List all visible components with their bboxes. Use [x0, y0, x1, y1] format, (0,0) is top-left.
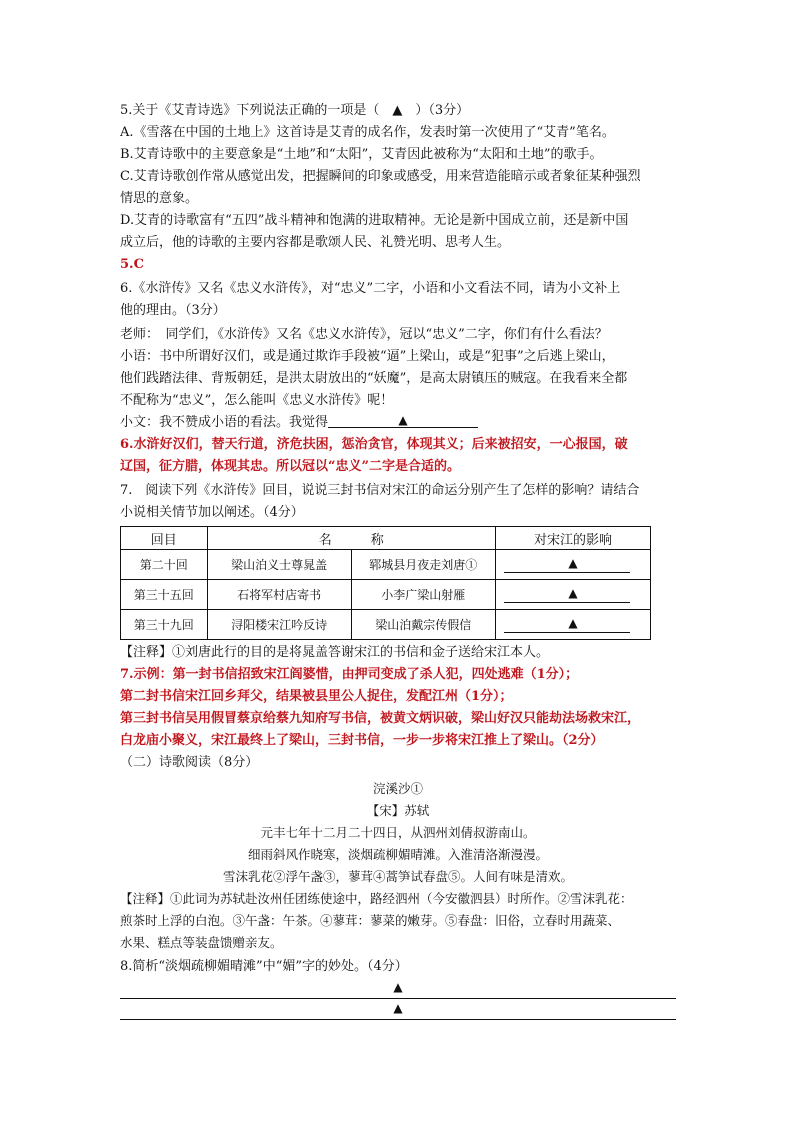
- q6-stem-line1: 6.《水浒传》又名《忠义水浒传》，对“忠义”二字，小语和小文看法不同，请为小文补上: [120, 281, 621, 296]
- poem-author: 【宋】苏轼: [366, 803, 430, 818]
- q5-option-c-line2: 情思的意象。: [120, 191, 199, 206]
- q5-option-c-line1: C.艾青诗歌创作常从感觉出发，把握瞬间的印象或感受，用来营造能暗示或者象征某种强烈: [120, 169, 641, 184]
- q7-table: [120, 526, 651, 640]
- q8-answer-line1[interactable]: [120, 978, 676, 999]
- q6-answer-blank[interactable]: [328, 413, 478, 428]
- q5-option-a: A.《雪落在中国的土地上》这首诗是艾青的成名作，发表时第一次使用了“艾青”笔名。: [120, 125, 615, 140]
- q7-header-influence: 对宋江的影响: [495, 527, 650, 550]
- q7-note: 【注释】①刘唐此行的目的是将晁盖答谢宋江的书信和金子送给宋江本人。: [120, 645, 550, 660]
- q7-row1-mark: ▲: [568, 556, 578, 570]
- q6-xiaoyu-line1: 小语：书中所谓好汉们，或是通过欺诈手段被“逼”上梁山，或是“犯事”之后逃上梁山，: [120, 349, 615, 364]
- q7-row1-chapter: 第二十回: [121, 550, 208, 580]
- q7-answer-line2: 第二封书信宋江回乡拜父，结果被县里公人捉住，发配江州（1分）；: [120, 689, 513, 704]
- q7-header-chapter: 回目: [121, 527, 208, 550]
- q5-stem: 5.关于《艾青诗选》下列说法正确的一项是（ ▲ ）（3分）: [120, 103, 470, 118]
- q8-answer-line2[interactable]: [120, 999, 676, 1020]
- q7-row2-chapter: 第三十五回: [121, 580, 208, 610]
- q6-xiaoyu-line2: 他们践踏法律、背叛朝廷，是洪太尉放出的“妖魔”，是高太尉镇压的贼寇。在我看来全都: [120, 371, 628, 386]
- q7-row3-answer-blank[interactable]: [495, 610, 650, 640]
- q5-answer: 5.C: [120, 257, 144, 272]
- q7-row1-title2: 郓城县月夜走刘唐①: [351, 550, 495, 580]
- exam-page: [120, 100, 676, 1020]
- q8-stem: 8.简析“淡烟疏柳媚晴滩”中“媚”字的妙处。（4分）: [120, 959, 408, 974]
- q7-row2-mark: ▲: [568, 586, 578, 600]
- q8-mark2: ▲: [393, 1001, 403, 1015]
- q7-row1-answer-blank[interactable]: [495, 550, 650, 580]
- q7-row2-title2: 小李广梁山射雁: [351, 580, 495, 610]
- poetry-section-heading: （二）诗歌阅读（8分）: [120, 755, 259, 770]
- q7-header-name: 名 称: [207, 527, 495, 550]
- q5-option-d-line2: 成立后，他的诗歌的主要内容都是歌颂人民、礼赞光明、思考人生。: [120, 235, 511, 250]
- q7-answer-line4: 白龙庙小聚义，宋江最终上了梁山，三封书信，一步一步将宋江推上了梁山。（2分）: [120, 733, 604, 748]
- poem-line3: 雪沫乳花②浮午盏③，蓼茸④蒿笋试春盘⑤。人间有味是清欢。: [222, 869, 573, 884]
- q7-answer-line3: 第三封书信吴用假冒蔡京给蔡九知府写书信，被黄文炳识破，梁山好汉只能劫法场救宋江，: [120, 711, 641, 726]
- q7-row2-title1: 石将军村店寄书: [207, 580, 351, 610]
- q7-row1-title1: 梁山泊义士尊晁盖: [207, 550, 351, 580]
- poem-line2: 细雨斜风作晓寒，淡烟疏柳媚晴滩。入淮清洛渐漫漫。: [247, 847, 548, 862]
- q6-answer-line1: 6.水浒好汉们，替天行道，济危扶困，惩治贪官，体现其义；后来被招安，一心报国，破: [120, 437, 628, 452]
- q8-mark1: ▲: [393, 980, 403, 994]
- poem-note-line3: 水果、糕点等装盘馈赠亲友。: [120, 935, 283, 950]
- table-row: [121, 610, 651, 640]
- q7-answer-line1: 7.示例：第一封书信招致宋江阎婆惜，由押司变成了杀人犯，四处逃难（1分）；: [120, 667, 579, 682]
- q7-row3-chapter: 第三十九回: [121, 610, 208, 640]
- q7-stem-line1: 7. 阅读下列《水浒传》回目，说说三封书信对宋江的命运分别产生了怎样的影响？请结合: [120, 483, 640, 498]
- q6-xiaoyu-line3: 不配称为“忠义”，怎么能叫《忠义水浒传》呢！: [120, 393, 394, 408]
- q5-option-b: B.艾青诗歌中的主要意象是“土地”和“太阳”，艾青因此被称为“太阳和土地”的歌手。: [120, 147, 603, 162]
- q6-answer-line2: 辽国，征方腊，体现其忠。所以冠以“忠义”二字是合适的。: [120, 459, 460, 474]
- poem-line1: 元丰七年十二月二十四日，从泗州刘倩叔游南山。: [260, 825, 536, 840]
- table-row: [121, 580, 651, 610]
- q6-blank-mark: ▲: [398, 413, 408, 427]
- poem-title: 浣溪沙①: [372, 781, 423, 796]
- q6-xiaowen: [120, 412, 676, 434]
- q6-stem-line2: 他的理由。（3分）: [120, 303, 226, 318]
- q7-row3-title2: 梁山泊戴宗传假信: [351, 610, 495, 640]
- q7-row3-title1: 浔阳楼宋江吟反诗: [207, 610, 351, 640]
- q7-row2-answer-blank[interactable]: [495, 580, 650, 610]
- table-row: [121, 550, 651, 580]
- q7-row3-mark: ▲: [568, 616, 578, 630]
- q5-option-d-line1: D.艾青的诗歌富有“五四”战斗精神和饱满的进取精神。无论是新中国成立前，还是新中国: [120, 213, 629, 228]
- q7-stem-line2: 小说相关情节加以阐述。（4分）: [120, 505, 304, 520]
- poem-note-line1: 【注释】①此词为苏轼赴汝州任团练使途中，路经泗州（今安徽泗县）时所作。②雪沫乳花：: [120, 891, 633, 906]
- q6-xiaowen-text: 小文：我不赞成小语的看法。我觉得: [120, 415, 329, 430]
- q6-teacher: 老师： 同学们，《水浒传》又名《忠义水浒传》，冠以“忠义”二字，你们有什么看法？: [120, 327, 608, 342]
- poem-note-line2: 煎茶时上浮的白泡。③午盏：午茶。④蓼茸：蓼菜的嫩芽。⑤春盘：旧俗，立春时用蔬菜、: [120, 913, 621, 928]
